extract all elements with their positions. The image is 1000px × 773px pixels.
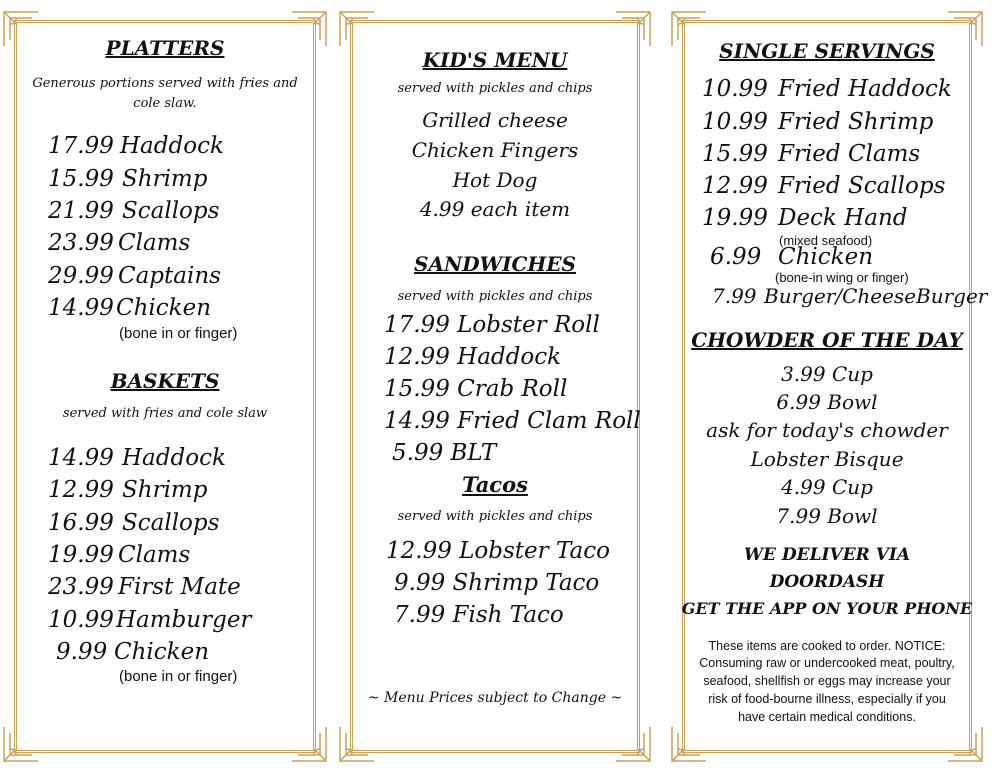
sandwich-item: 14.99 Fried Clam Roll bbox=[384, 408, 641, 434]
menu-item-price: 19.99 bbox=[48, 542, 114, 568]
menu-item-name: Fried Haddock bbox=[778, 76, 952, 102]
sandwich-item: 17.99 Lobster Roll bbox=[384, 312, 600, 338]
menu-item-name: Fried Scallops bbox=[778, 173, 946, 199]
menu-item-name: Chicken bbox=[114, 639, 210, 665]
menu-item-name: Clams bbox=[118, 542, 191, 568]
kids-menu-item: 4.99 each item bbox=[419, 197, 571, 221]
menu-item-price: 23.99 bbox=[48, 230, 114, 256]
kids-sandwiches-panel bbox=[350, 20, 640, 753]
menu-item-name: Shrimp bbox=[122, 477, 208, 503]
menu-item-price: 21.99 bbox=[48, 198, 114, 224]
corner-ornament-icon bbox=[614, 10, 652, 48]
chowder-line: 3.99 Cup bbox=[781, 362, 873, 386]
menu-item-name: Haddock bbox=[120, 133, 224, 159]
platters-baskets-panel bbox=[14, 20, 316, 753]
tacos-heading: Tacos bbox=[462, 472, 528, 497]
platters-subtitle: cole slaw. bbox=[133, 96, 197, 111]
food-safety-notice: Consuming raw or undercooked meat, poultry, bbox=[699, 656, 955, 670]
platters-subtitle: Generous portions served with fries and bbox=[32, 76, 298, 91]
menu-item-name: Scallops bbox=[122, 510, 220, 536]
chowder-line: 7.99 Bowl bbox=[776, 504, 878, 528]
menu-item-name: Fried Shrimp bbox=[778, 109, 934, 135]
baskets-heading: BASKETS bbox=[110, 369, 220, 393]
menu-item-name: Burger/CheeseBurger bbox=[764, 284, 988, 308]
chowder-line: 6.99 Bowl bbox=[776, 390, 878, 414]
menu-item-price: 23.99 bbox=[48, 574, 114, 600]
menu-item-price: 14.99 bbox=[48, 445, 114, 471]
sandwiches-subtitle: served with pickles and chips bbox=[397, 289, 593, 304]
single-servings-heading: SINGLE SERVINGS bbox=[719, 39, 935, 63]
chowder-line: ask for today's chowder bbox=[706, 418, 948, 442]
corner-ornament-icon bbox=[290, 725, 328, 763]
corner-ornament-icon bbox=[338, 10, 376, 48]
chowder-line: 4.99 Cup bbox=[781, 475, 873, 499]
menu-item-note: (bone in or finger) bbox=[119, 325, 238, 342]
single-servings-panel bbox=[681, 20, 988, 753]
chowder-heading: CHOWDER OF THE DAY bbox=[691, 328, 963, 352]
menu-item-price: 14.99 bbox=[48, 295, 114, 321]
menu-item-price: 12.99 bbox=[702, 173, 768, 199]
menu-item-price: 12.99 bbox=[48, 477, 114, 503]
delivery-line: WE DELIVER VIA bbox=[743, 545, 911, 565]
food-safety-notice: These items are cooked to order. NOTICE: bbox=[708, 639, 946, 653]
menu-item-name: Deck Hand bbox=[778, 205, 908, 231]
kids-menu-subtitle: served with pickles and chips bbox=[397, 81, 593, 96]
menu-prices-disclaimer: ~ Menu Prices subject to Change ~ bbox=[367, 690, 623, 706]
menu-item-note: (bone-in wing or finger) bbox=[775, 270, 909, 285]
sandwich-item: 5.99 BLT bbox=[392, 440, 497, 466]
sandwiches-heading: SANDWICHES bbox=[414, 252, 576, 276]
menu-item-price: 10.99 bbox=[702, 76, 768, 102]
food-safety-notice: risk of food-bourne illness, especially if you bbox=[708, 692, 946, 706]
taco-item: 7.99 Fish Taco bbox=[394, 602, 564, 628]
menu-item-price: 15.99 bbox=[702, 141, 768, 167]
menu-item-price: 10.99 bbox=[48, 607, 114, 633]
corner-ornament-icon bbox=[670, 725, 708, 763]
menu-item-name: Haddock bbox=[122, 445, 226, 471]
menu-item-name: Clams bbox=[118, 230, 191, 256]
menu-item-name: Shrimp bbox=[122, 166, 208, 192]
menu-item-price: 15.99 bbox=[48, 166, 114, 192]
corner-ornament-icon bbox=[2, 725, 40, 763]
menu-item-note: (bone in or finger) bbox=[119, 668, 238, 685]
menu-item-name: Captains bbox=[118, 263, 221, 289]
menu-item-name: Chicken bbox=[116, 295, 212, 321]
kids-menu-item: Chicken Fingers bbox=[411, 138, 579, 162]
food-safety-notice: have certain medical conditions. bbox=[738, 710, 916, 724]
menu-item-name: Scallops bbox=[122, 198, 220, 224]
menu-item-price: 7.99 bbox=[712, 284, 757, 308]
menu-item-price: 16.99 bbox=[48, 510, 114, 536]
kids-menu-item: Hot Dog bbox=[452, 168, 538, 192]
menu-item-price: 9.99 bbox=[56, 639, 108, 665]
kids-menu-item: Grilled cheese bbox=[422, 108, 568, 132]
chowder-line: Lobster Bisque bbox=[750, 447, 904, 471]
menu-item-price: 17.99 bbox=[48, 133, 114, 159]
delivery-line: GET THE APP ON YOUR PHONE bbox=[681, 599, 973, 618]
corner-ornament-icon bbox=[338, 725, 376, 763]
menu-item-price: 19.99 bbox=[702, 205, 768, 231]
menu-item-price: 10.99 bbox=[702, 109, 768, 135]
tacos-subtitle: served with pickles and chips bbox=[397, 509, 593, 524]
corner-ornament-icon bbox=[614, 725, 652, 763]
sandwich-item: 12.99 Haddock bbox=[384, 344, 562, 370]
menu-item-price: 6.99 bbox=[710, 244, 762, 270]
kids-menu-heading: KID'S MENU bbox=[422, 48, 568, 72]
platters-heading: PLATTERS bbox=[105, 36, 225, 60]
corner-ornament-icon bbox=[946, 725, 984, 763]
baskets-subtitle: served with fries and cole slaw bbox=[62, 406, 268, 421]
sandwich-item: 15.99 Crab Roll bbox=[384, 376, 568, 402]
menu-item-price: 29.99 bbox=[48, 263, 114, 289]
menu-item-name: First Mate bbox=[118, 574, 241, 600]
food-safety-notice: seafood, shellfish or eggs may increase your bbox=[703, 674, 951, 688]
menu-item-name: Hamburger bbox=[116, 607, 252, 633]
taco-item: 12.99 Lobster Taco bbox=[386, 538, 610, 564]
taco-item: 9.99 Shrimp Taco bbox=[394, 570, 600, 596]
menu-item-note: (mixed seafood) bbox=[779, 233, 873, 248]
menu-item-name: Chicken bbox=[778, 244, 874, 270]
delivery-line: DOORDASH bbox=[769, 572, 885, 592]
menu-item-name: Fried Clams bbox=[778, 141, 921, 167]
